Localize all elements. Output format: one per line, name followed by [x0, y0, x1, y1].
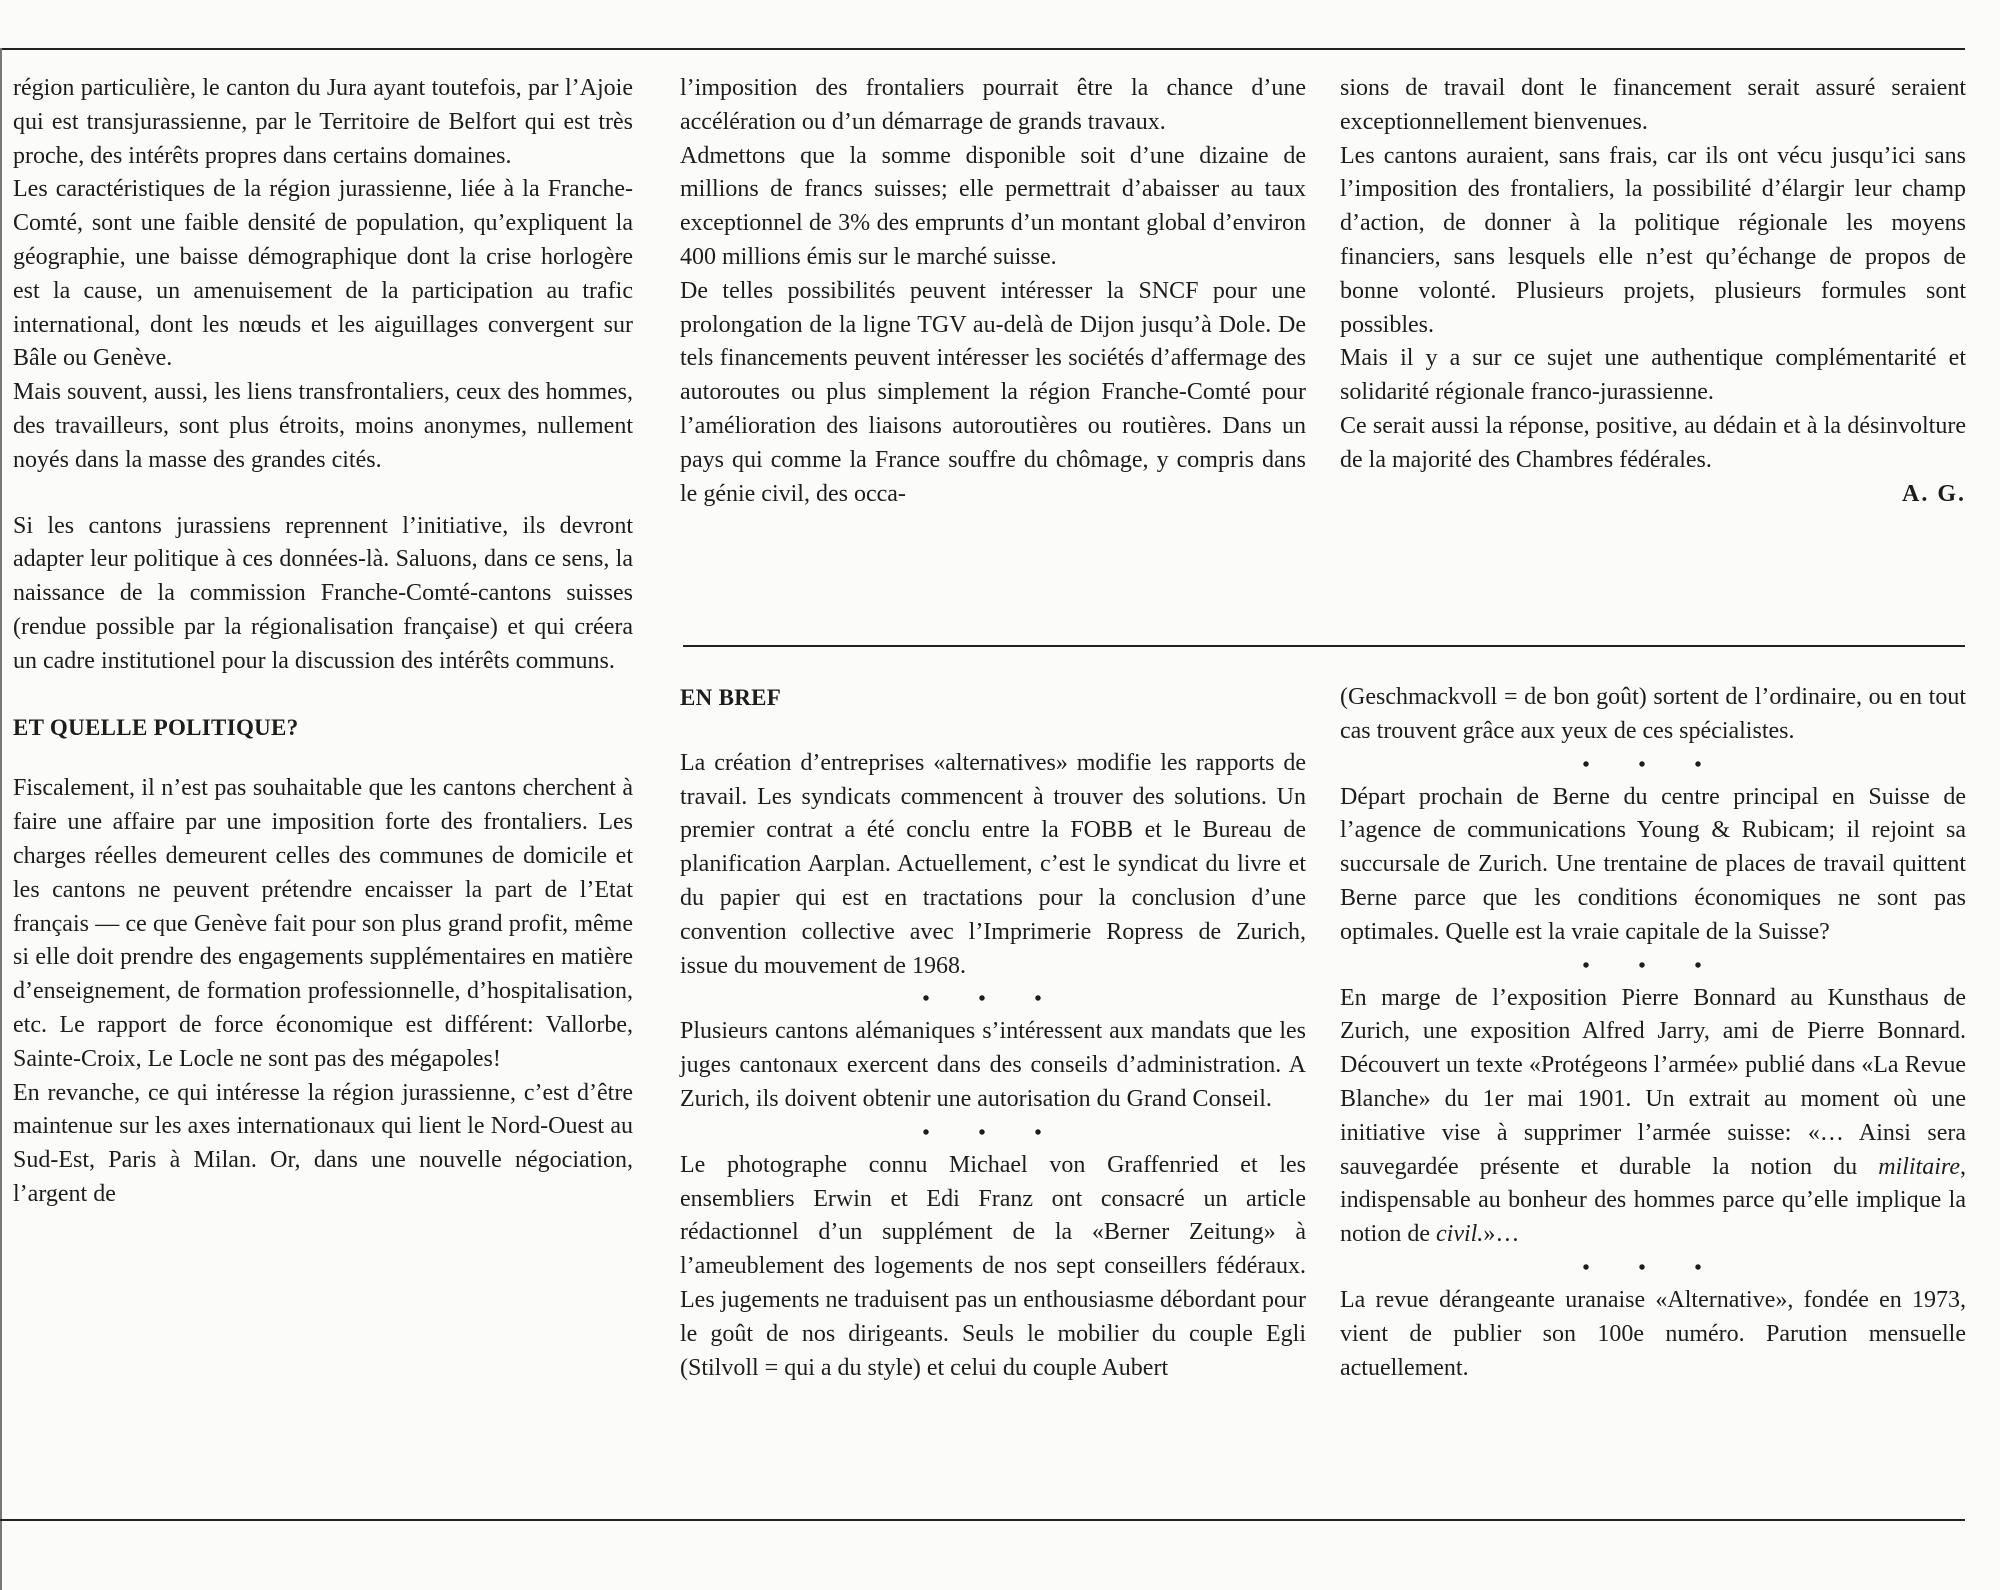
article-column-1 [13, 72, 633, 1212]
paragraph: Les cantons auraient, sans frais, car ils ont vécu jusqu’ici sans l’imposition des frontaliers, la possibilité d’élargir leur champ d’action, de donner à la politique régionale les moyens financiers, sans lesquels elle n’est qu’échange de propos de bonne volonté. Plusieurs projets, plusieurs formules sont possibles. [1340, 142, 1966, 338]
paragraph: Si les cantons jurassiens reprennent l’initiative, ils devront adapter leur politique à ces données-là. Saluons, dans ce sens, la naissance de la commission Franche-Comté-cantons suisses (rendue possible par la régionalisation française) et qui créera un cadre institutionel pour la discussion des intérêts communs. [13, 512, 633, 674]
section-heading: ET QUELLE POLITIQUE? [13, 714, 299, 740]
news-item: Le photographe connu Michael von Graffenried et les ensembliers Erwin et Edi Franz ont consacré un article rédactionnel d’un supplément de la «Berner Zeitung» à l’ameublement des logements de nos sept conseillers fédéraux. Les jugements ne traduisent pas un enthousiasme débordant pour le goût de nos dirigeants. Seuls le mobilier du couple Egli (Stilvoll = qui a du style) et celui du couple Aubert [680, 1151, 1306, 1381]
top-rule [0, 48, 1965, 50]
paragraph: sions de travail dont le financement serait assuré seraient exceptionnellement bienvenues. [1340, 75, 1966, 135]
news-item: Plusieurs cantons alémaniques s’intéressent aux mandats que les juges cantonaux exercent dans des conseils d’administration. A Zurich, ils doivent obtenir une autorisation du Grand Conseil. [680, 1018, 1306, 1112]
paragraph: Mais il y a sur ce sujet une authentique complémentarité et solidarité régionale franco-jurassienne. [1340, 345, 1966, 406]
section-divider [683, 645, 1965, 647]
paragraph: En revanche, ce qui intéresse la région jurassienne, c’est d’être maintenue sur les axes internationaux qui lient le Nord-Ouest au Sud-Est, Paris à Milan. Or, dans une nouvelle négociation, l’argent de [13, 1079, 633, 1207]
emphasis: civil. [1436, 1221, 1484, 1248]
paragraph: De telles possibilités peuvent intéresser la SNCF pour une prolongation de la ligne TGV au-delà de Dijon jusqu’à Dole. De tels financements peuvent intéresser les sociétés d’affermage des autoroutes ou plus simplement la région Franche-Comté pour l’amélioration des liaisons autoroutières ou routières. Dans un pays qui comme la France souffre du chômage, y compris dans le génie civil, des occa- [680, 277, 1306, 507]
paragraph: Admettons que la somme disponible soit d’une dizaine de millions de francs suisses; elle permettrait d’abaisser au taux exceptionnel de 3% des emprunts d’un montant global d’environ 400 millions émis sur le marché suisse. [680, 142, 1306, 270]
paragraph-gap [13, 744, 633, 772]
separator-dots: • • • [922, 988, 1064, 1011]
paragraph-gap [680, 715, 1306, 747]
paragraph: l’imposition des frontaliers pourrait être la chance d’une accélération ou d’un démarrage de grands travaux. [680, 75, 1306, 135]
separator-dots: • • • [1582, 1256, 1724, 1279]
page-gutter-line [0, 48, 2, 1590]
en-bref-column-2 [1340, 681, 1966, 1385]
news-item: La revue dérangeante uranaise «Alternative», fondée en 1973, vient de publier son 100e numéro. Parution mensuelle actuellement. [1340, 1286, 1966, 1381]
paragraph: Ce serait aussi la réponse, positive, au dédain et à la désinvolture de la majorité des Chambres fédérales. [1340, 412, 1966, 473]
news-text: , indispensable au bonheur des hommes parce qu’elle implique la notion de [1340, 1153, 1966, 1248]
news-text: »… [1483, 1221, 1520, 1248]
emphasis: militaire [1878, 1153, 1960, 1180]
paragraph-gap [13, 679, 633, 711]
en-bref-column-1 [680, 681, 1306, 1385]
news-text: En marge de l’exposition Pierre Bonnard au Kunsthaus de Zurich, une exposition Alfred Jarry, ami de Pierre Bonnard. Découvert un texte «Protégeons l’armée» publié dans «La Revue Blanche» du 1er mai 1901. Un extrait au moment où une initiative vise à supprimer l’armée suisse: «… Ainsi sera sauvegardée présente et durable la notion du [1340, 984, 1966, 1180]
paragraph: région particulière, le canton du Jura ayant toutefois, par l’Ajoie qui est transjurassienne, par le Territoire de Belfort qui est très proche, des intérêts propres dans certains domaines. [13, 75, 633, 169]
separator-dots: • • • [922, 1121, 1064, 1144]
separator-dots: • • • [1582, 954, 1724, 977]
news-item: La création d’entreprises «alternatives» modifie les rapports de travail. Les syndicats commencent à trouver des solutions. Un premier contrat a été conclu entre la FOBB et le Bureau de planification Aarplan. Actuellement, c’est le syndicat du livre et du papier qui est en tractations pour la conclusion d’une convention collective avec l’Imprimerie Ropress de Zurich, issue du mouvement de 1968. [680, 749, 1306, 979]
article-column-2 [680, 72, 1306, 511]
paragraph-gap [13, 478, 633, 510]
news-item: Départ prochain de Berne du centre principal en Suisse de l’agence de communications Young & Rubicam; il rejoint sa succursale de Zurich. Une trentaine de places de travail quittent Berne parce que les conditions économiques ne sont pas optimales. Quelle est la vraie capitale de la Suisse? [1340, 783, 1966, 945]
paragraph: Fiscalement, il n’est pas souhaitable que les cantons cherchent à faire une affaire par une imposition forte des frontaliers. Les charges réelles demeurent celles des communes de domicile et les cantons ne peuvent prétendre encaisser la part de l’Etat français — ce que Genève fait pour son plus grand profit, même si elle doit prendre des engagements supplémentaires en matière d’enseignement, de formation professionnelle, d’hospitalisation, etc. Le rapport de force économique est différent: Vallorbe, Sainte-Croix, Le Locle ne sont pas des mégapoles! [13, 775, 633, 1072]
news-item: (Geschmackvoll = de bon goût) sortent de l’ordinaire, ou en tout cas trouvent grâce aux yeux de ces spécialistes. [1340, 684, 1966, 744]
paragraph: Les caractéristiques de la région jurassienne, liée à la Franche-Comté, sont une faible densité de population, qu’expliquent la géographie, une baisse démographique dont la crise horlogère est la cause, un amenuisement de la participation au trafic international, dont les nœuds et les aiguillages convergent sur Bâle ou Genève. [13, 176, 633, 372]
author-signature: A. G. [1902, 480, 1966, 507]
article-column-3 [1340, 72, 1966, 511]
news-item [1340, 982, 1966, 1252]
paragraph: Mais souvent, aussi, les liens transfrontaliers, ceux des hommes, des travailleurs, sont plus étroits, moins anonymes, nullement noyés dans la masse des grandes cités. [13, 379, 633, 473]
en-bref-heading: EN BREF [680, 685, 782, 710]
bottom-rule [0, 1519, 1965, 1521]
separator-dots: • • • [1582, 753, 1724, 776]
